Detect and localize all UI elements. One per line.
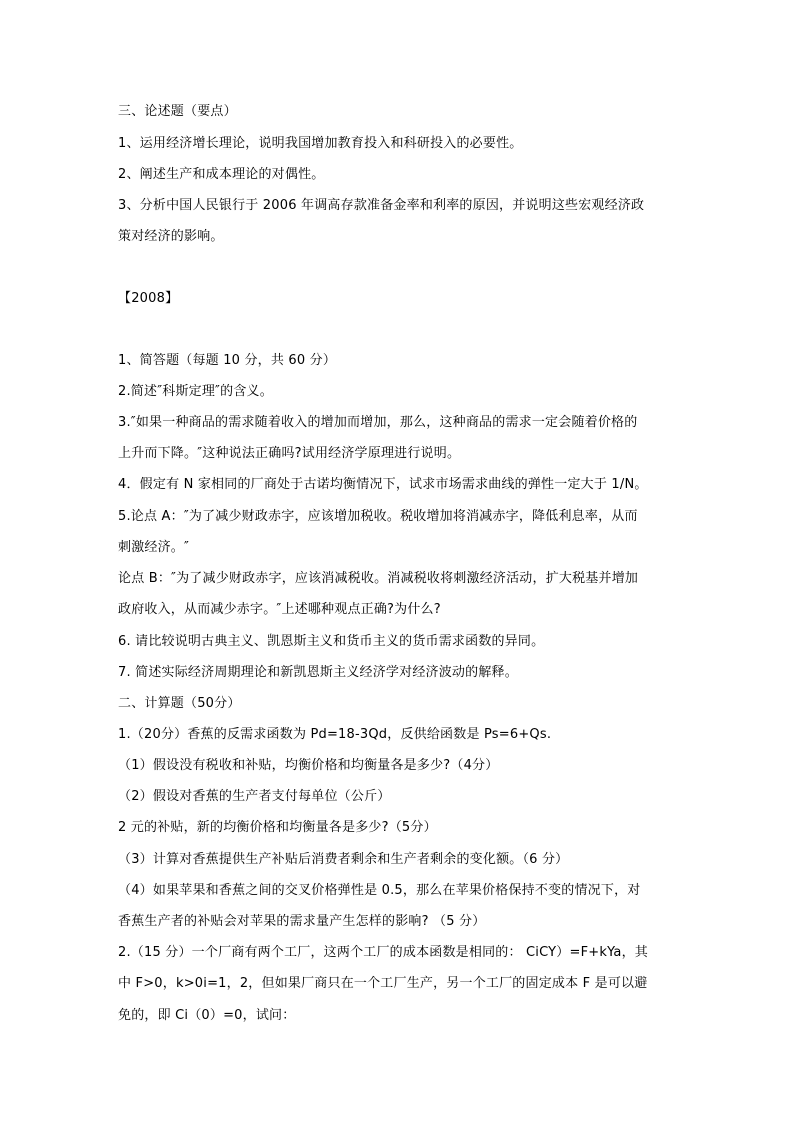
short-answer-question-5-line-3: 论点 B：″为了减少财政赤字，应该消减税收。消减税收将刺激经济活动，扩大税基并增加 bbox=[118, 571, 639, 586]
short-answer-question-3-line-2: 上升而下降。″这种说法正确吗?试用经济学原理进行说明。 bbox=[118, 446, 461, 461]
short-answer-question-4: 4．假定有 N 家相同的厂商处于古诺均衡情况下，试求市场需求曲线的弹性一定大于 1/N。 bbox=[118, 477, 648, 492]
short-answer-question-3-line-1: 3.″如果一种商品的需求随着收入的增加而增加，那么，这种商品的需求一定会随着价格的 bbox=[118, 415, 638, 430]
calculation-question-1-part-2-line-1: （2）假设对香蕉的生产者支付每单位（公斤） bbox=[118, 789, 391, 804]
calculation-question-1-part-4-line-2: 香蕉生产者的补贴会对苹果的需求量产生怎样的影响? （5 分） bbox=[118, 914, 486, 929]
calculation-question-2-line-2: 中 F>0，k>0i=1，2，但如果厂商只在一个工厂生产，另一个工厂的固定成本 F 是可以避 bbox=[118, 976, 648, 991]
essay-question-3-line-2: 策对经济的影响。 bbox=[118, 229, 224, 244]
short-answer-question-5-line-2: 刺激经济。″ bbox=[118, 540, 190, 555]
section-heading-short-answer: 1、简答题（每题 10 分，共 60 分） bbox=[118, 353, 337, 368]
calculation-question-2-line-1: 2.（15 分）一个厂商有两个工厂，这两个工厂的成本函数是相同的： CiCY）=F+kYa，其 bbox=[118, 945, 648, 960]
section-heading-essay: 三、论述题（要点） bbox=[118, 104, 237, 119]
calculation-question-2-line-3: 免的，即 Ci（0）=0，试问： bbox=[118, 1008, 296, 1023]
short-answer-question-7: 7. 简述实际经济周期理论和新凯恩斯主义经济学对经济波动的解释。 bbox=[118, 665, 518, 680]
calculation-question-1-part-1: （1）假设没有税收和补贴，均衡价格和均衡量各是多少?（4分） bbox=[118, 758, 499, 773]
essay-question-1: 1、运用经济增长理论，说明我国增加教育投入和科研投入的必要性。 bbox=[118, 136, 523, 151]
section-heading-calculation: 二、计算题（50分） bbox=[118, 696, 241, 711]
essay-question-2: 2、阐述生产和成本理论的对偶性。 bbox=[118, 167, 325, 182]
calculation-question-1-part-2-line-2: 2 元的补贴，新的均衡价格和均衡量各是多少?（5分） bbox=[118, 820, 437, 835]
calculation-question-1-part-4-line-1: （4）如果苹果和香蕉之间的交叉价格弹性是 0.5，那么在苹果价格保持不变的情况下，对 bbox=[118, 883, 641, 898]
short-answer-question-5-line-1: 5.论点 A：″为了减少财政赤字，应该增加税收。税收增加将消减赤字，降低利息率，从而 bbox=[118, 509, 638, 524]
year-heading-2008: 【2008】 bbox=[118, 291, 179, 306]
calculation-question-1: 1.（20分）香蕉的反需求函数为 Pd=18-3Qd，反供给函数是 Ps=6+Qs. bbox=[118, 727, 552, 742]
essay-question-3-line-1: 3、分析中国人民银行于 2006 年调高存款准备金率和利率的原因，并说明这些宏观经济政 bbox=[118, 198, 645, 213]
short-answer-question-2: 2.简述″科斯定理″的含义。 bbox=[118, 384, 273, 399]
calculation-question-1-part-3: （3）计算对香蕉提供生产补贴后消费者剩余和生产者剩余的变化额。（6 分） bbox=[118, 852, 569, 867]
short-answer-question-6: 6. 请比较说明古典主义、凯恩斯主义和货币主义的货币需求函数的异同。 bbox=[118, 634, 545, 649]
short-answer-question-5-line-4: 政府收入，从而减少赤字。″上述哪种观点正确?为什么? bbox=[118, 602, 441, 617]
